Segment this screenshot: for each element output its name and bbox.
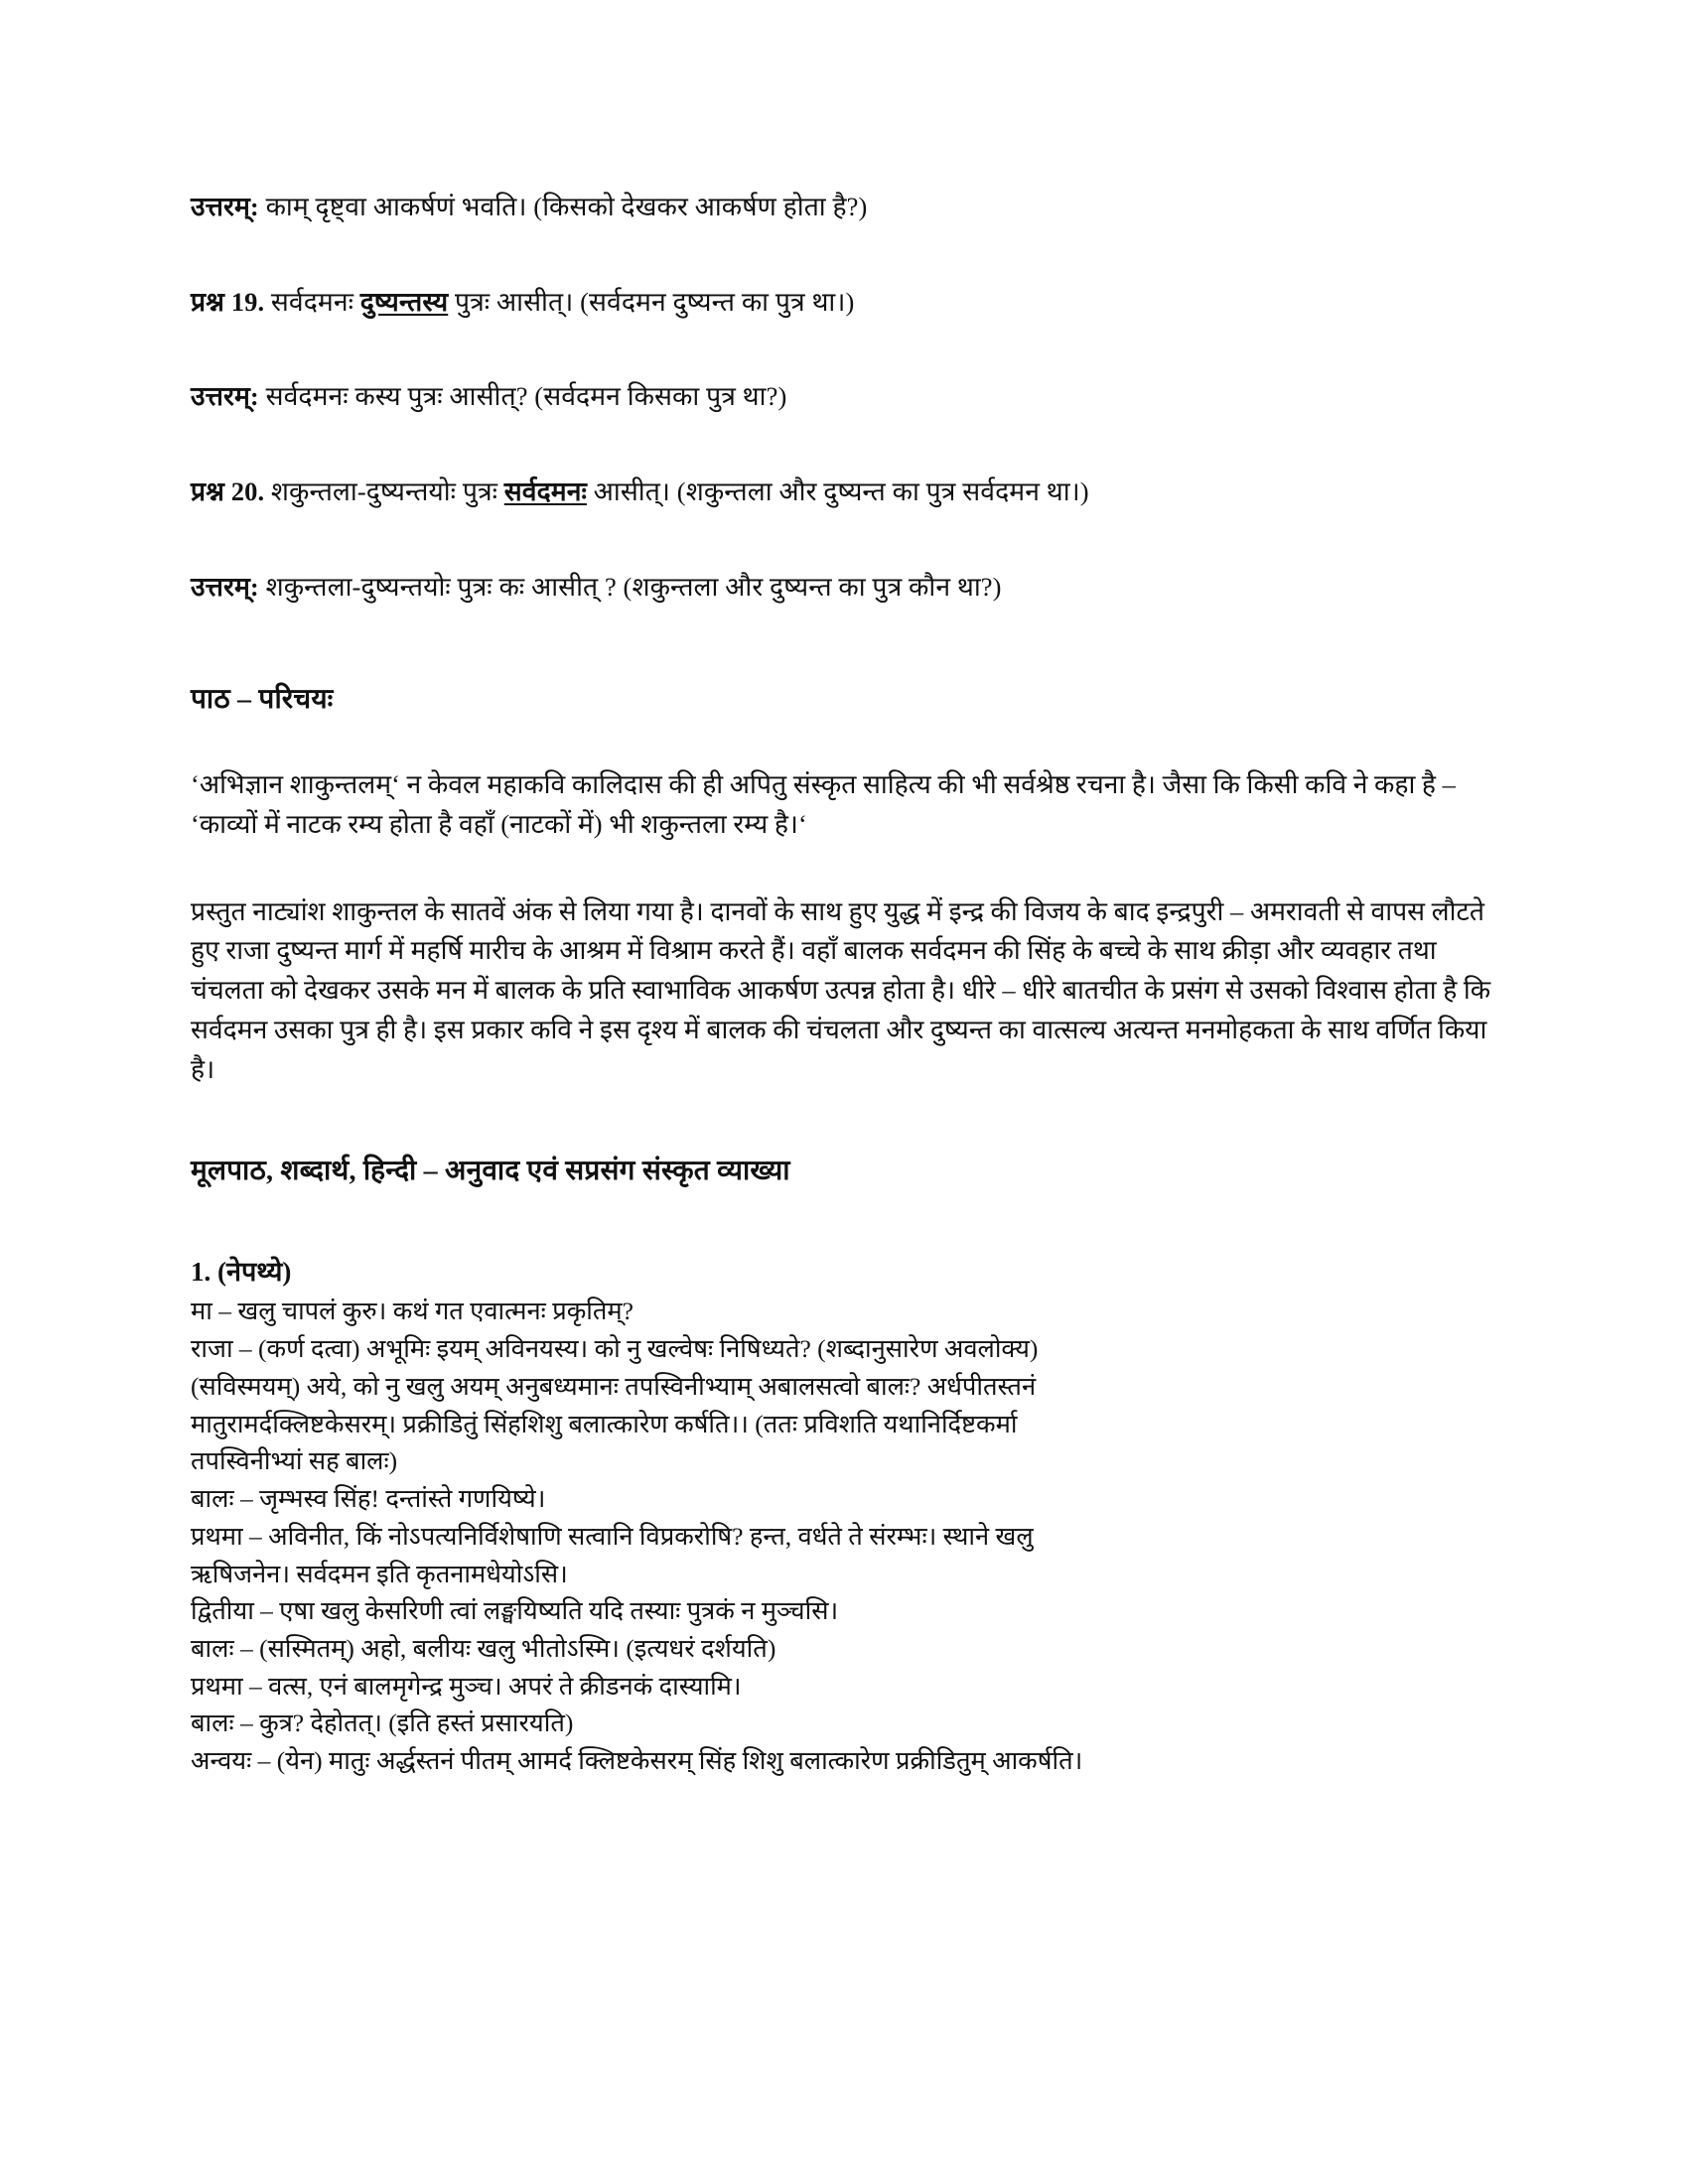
answer-label: उत्तरम्:	[191, 571, 259, 602]
question-underlined-answer: दुष्यन्तस्य	[359, 286, 449, 317]
question-post-text: पुत्रः आसीत्। (सर्वदमन दुष्यन्त का पुत्र था।)	[448, 286, 855, 317]
qa-item	[191, 569, 1514, 607]
question-label: प्रश्न 19.	[191, 286, 265, 317]
answer-line	[191, 189, 1514, 226]
qa-item	[191, 284, 1514, 322]
dialogue-line: (सविस्मयम्) अये, को नु खलु अयम् अनुबध्यमानः तपस्विनीभ्याम् अबालसत्वो बालः? अर्धपीतस्तनं	[191, 1371, 1037, 1401]
dialogue-line: प्रथमा – अविनीत, किं नोऽपत्यनिर्विशेषाणि सत्वानि विप्रकरोषि? हन्त, वर्धते ते संरम्भः। स्थाने खलु	[191, 1521, 1034, 1551]
answer-line	[191, 569, 1514, 607]
dialogue-line: प्रथमा – वत्स, एनं बालमृगेन्द्र मुञ्च। अपरं ते क्रीडनकं दास्यामि।	[191, 1671, 742, 1701]
question-label: प्रश्न 20.	[191, 476, 265, 506]
dialogue-line: बालः – कुत्र? देहोतत्। (इति हस्तं प्रसारयति)	[191, 1708, 574, 1738]
intro-paragraph-2: प्रस्तुत नाट्यांश शाकुन्तल के सातवें अंक से लिया गया है। दानवों के साथ हुए युद्ध में इन्द्र की विजय के बाद इन्द्रपुरी – अमरावती से वापस लौटते हुए राजा दुष्यन्त मार्ग में महर्षि मारीच के आश्रम में विश्राम करते हैं। वहाँ बालक सर्वदमन की सिंह के बच्चे के साथ क्रीड़ा और व्यवहार तथा चंचलता को देखकर उसके मन में बालक के प्रति स्वाभाविक आकर्षण उत्पन्न होता है। धीरे – धीरे बातचीत के प्रसंग से उसको विश्वास होता है कि सर्वदमन उसका पुत्र ही है। इस प्रकार कवि ने इस दृश्य में बालक की चंचलता और दुष्यन्त का वात्सल्य अत्यन्त मनमोहकता के साथ वर्णित किया है।	[191, 895, 1491, 1084]
main-section-heading: मूलपाठ, शब्दार्थ, हिन्दी – अनुवाद एवं सप्रसंग संस्कृत व्याख्या	[191, 1156, 790, 1187]
dialogue-line: अन्वयः – (येन) मातुः अर्द्धस्तनं पीतम् आमर्द क्लिष्टकेसरम् सिंह शिशु बलात्कारेण प्रक्रीडितुम् आकर्षति।	[191, 1746, 1083, 1776]
qa-item	[191, 474, 1514, 511]
passage-number-heading: 1. (नेपथ्ये)	[191, 1257, 292, 1288]
passage-lines	[191, 1293, 1514, 1780]
qa-item	[191, 189, 1514, 226]
question-line	[191, 284, 1514, 322]
intro-paragraph-1: ‘अभिज्ञान शाकुन्तलम्‘ न केवल महाकवि कालिदास की ही अपितु संस्कृत साहित्य की भी सर्वश्रेष्ठ रचना है। जैसा कि किसी कवि ने कहा है – ‘काव्यों में नाटक रम्य होता है वहाँ (नाटकों में) भी शकुन्तला रम्य है।‘	[191, 769, 1456, 840]
dialogue-line: मा – खलु चापलं कुरु। कथं गत एवात्मनः प्रकृतिम्?	[191, 1297, 633, 1326]
qa-section	[191, 189, 1514, 606]
question-post-text: आसीत्। (शकुन्तला और दुष्यन्त का पुत्र सर्वदमन था।)	[586, 476, 1089, 506]
question-pre-text: सर्वदमनः	[264, 286, 360, 317]
dialogue-line: तपस्विनीभ्यां सह बालः)	[191, 1446, 398, 1476]
answer-text: शकुन्तला-दुष्यन्तयोः पुत्रः कः आसीत् ? (शकुन्तला और दुष्यन्त का पुत्र कौन था?)	[258, 571, 1002, 602]
dialogue-line: मातुरामर्दक्लिष्टकेसरम्। प्रक्रीडितुं सिंहशिशु बलात्कारेण कर्षति।। (ततः प्रविशति यथानिर्दिष्टकर्मा	[191, 1409, 1018, 1438]
answer-text: सर्वदमनः कस्य पुत्रः आसीत्? (सर्वदमन किसका पुत्र था?)	[258, 381, 787, 412]
dialogue-line: ऋषिजनेन। सर्वदमन इति कृतनामधेयोऽसि।	[191, 1559, 568, 1588]
answer-line	[191, 378, 1514, 416]
question-pre-text: शकुन्तला-दुष्यन्तयोः पुत्रः	[264, 476, 504, 506]
dialogue-line: बालः – (सस्मितम्) अहो, बलीयः खलु भीतोऽस्मि। (इत्यधरं दर्शयति)	[191, 1634, 776, 1664]
question-underlined-answer: सर्वदमनः	[503, 476, 587, 506]
answer-text: काम् दृष्ट्वा आकर्षणं भवति। (किसको देखकर आकर्षण होता है?)	[258, 192, 868, 221]
intro-heading: पाठ – परिचयः	[191, 684, 334, 716]
dialogue-line: राजा – (कर्ण दत्वा) अभूमिः इयम् अविनयस्य। को नु खल्वेषः निषिध्यते? (शब्दानुसारेण अवलोक्य)	[191, 1334, 1039, 1364]
question-line	[191, 474, 1514, 511]
qa-item	[191, 378, 1514, 416]
dialogue-line: बालः – जृम्भस्व सिंह! दन्तांस्ते गणयिष्ये।	[191, 1484, 546, 1514]
answer-label: उत्तरम्:	[191, 381, 259, 412]
answer-label: उत्तरम्:	[191, 192, 259, 221]
dialogue-line: द्वितीया – एषा खलु केसरिणी त्वां लङ्घयिष्यति यदि तस्याः पुत्रकं न मुञ्चसि।	[191, 1596, 839, 1626]
